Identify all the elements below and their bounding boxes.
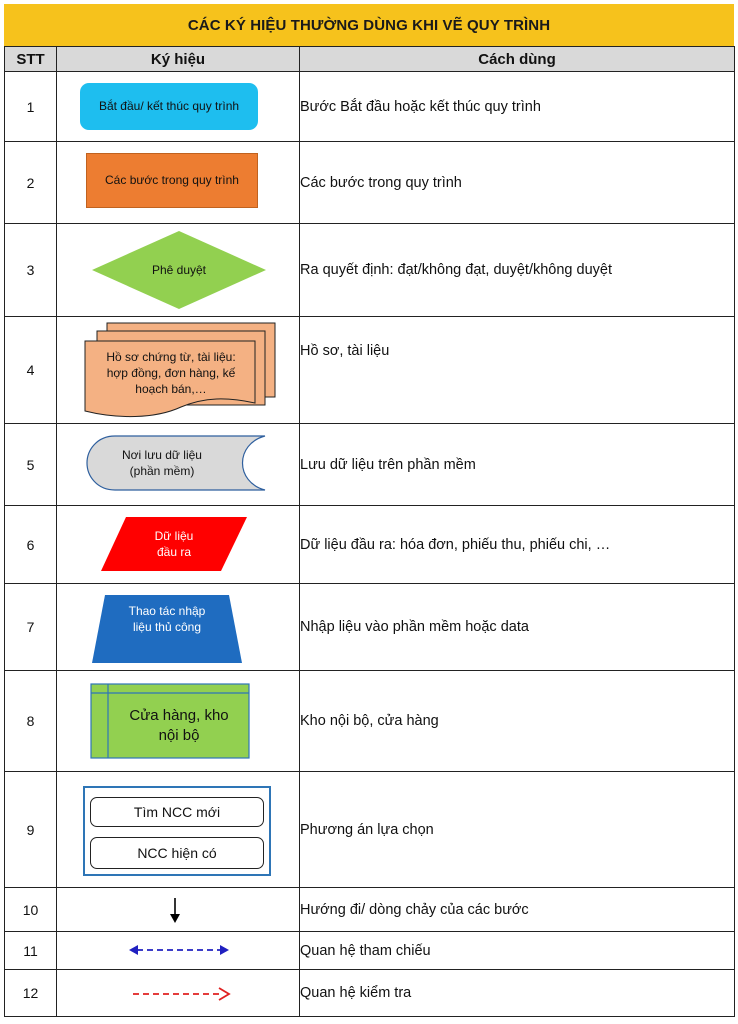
symbols-table [4,46,735,1017]
storage-label-line: (phần mềm) [129,464,195,478]
table-row [5,584,735,671]
store-label [108,693,250,759]
usage-text: Quan hệ kiểm tra [300,970,735,1017]
symbol-cell [57,671,300,772]
usage-text: Bước Bắt đầu hoặc kết thúc quy trình [300,72,735,142]
table-row [5,932,735,970]
usage-text: Các bước trong quy trình [300,142,735,224]
store-label-line: Cửa hàng, kho [129,706,229,724]
option-box [90,837,264,869]
storage-label [87,434,237,492]
output-label-line: Dữ liệu [154,528,194,543]
table-row [5,888,735,932]
usage-text: Kho nội bộ, cửa hàng [300,671,735,772]
row-number: 2 [5,142,57,224]
symbol-cell [57,224,300,317]
table-row [5,72,735,142]
row-number: 5 [5,424,57,506]
table-row [5,671,735,772]
row-number: 6 [5,506,57,584]
output-label-line: đầu ra [156,545,192,559]
table-row [5,772,735,888]
row-number: 10 [5,888,57,932]
storage-label-line: Nơi lưu dữ liệu [122,447,202,462]
symbol-cell [57,142,300,224]
symbol-cell [57,424,300,506]
store-label-line: nội bộ [158,727,200,744]
table-row [5,970,735,1017]
symbol-cell [57,506,300,584]
row-number: 8 [5,671,57,772]
row-number: 7 [5,584,57,671]
usage-text: Quan hệ tham chiếu [300,932,735,970]
header-stt: STT [5,47,57,72]
usage-text: Lưu dữ liệu trên phần mềm [300,424,735,506]
manual-input-label [97,594,237,644]
row-number: 9 [5,772,57,888]
option-box [90,797,264,827]
header-row [5,47,735,72]
row-number: 4 [5,317,57,424]
symbol-cell [57,72,300,142]
dashed-arrow-icon [133,986,233,1002]
process-label: Các bước trong quy trình [105,173,239,188]
manual-input-label-line: Thao tác nhập [128,603,206,618]
symbol-cell [57,932,300,970]
row-number: 11 [5,932,57,970]
double-dashed-arrow-icon [129,943,229,957]
usage-text: Dữ liệu đầu ra: hóa đơn, phiếu thu, phiếu chi, … [300,506,735,584]
symbol-cell [57,584,300,671]
usage-text: Nhập liệu vào phần mềm hoặc data [300,584,735,671]
usage-text: Hồ sơ, tài liệu [300,317,735,424]
table-row [5,224,735,317]
output-label [107,516,241,572]
header-symbol: Ký hiệu [57,47,300,72]
table-row [5,424,735,506]
document-label-line: Hồ sơ chứng từ, tài liệu: [106,349,236,364]
decision-label: Phê duyệt [151,262,207,277]
down-arrow-icon [167,898,183,924]
option-label: Tìm NCC mới [133,803,221,820]
table-row [5,317,735,424]
usage-text: Phương án lựa chọn [300,772,735,888]
terminal-label: Bắt đầu/ kết thúc quy trình [98,99,240,114]
document-label-line: hoạch bán,… [135,382,207,397]
document-label [83,345,259,401]
page-title: CÁC KÝ HIỆU THƯỜNG DÙNG KHI VẼ QUY TRÌNH [4,4,734,46]
symbol-cell [57,317,300,424]
document-label-line: hợp đồng, đơn hàng, kế [106,365,236,380]
symbol-cell [57,970,300,1017]
symbol-cell [57,888,300,932]
usage-text: Hướng đi/ dòng chảy của các bước [300,888,735,932]
table-row [5,142,735,224]
manual-input-label-line: liệu thủ công [132,620,202,634]
row-number: 1 [5,72,57,142]
row-number: 3 [5,224,57,317]
usage-text: Ra quyết định: đạt/không đạt, duyệt/không duyệt [300,224,735,317]
table-row [5,506,735,584]
row-number: 12 [5,970,57,1017]
header-usage: Cách dùng [300,47,735,72]
symbol-cell [57,772,300,888]
option-label: NCC hiện có [137,844,217,861]
